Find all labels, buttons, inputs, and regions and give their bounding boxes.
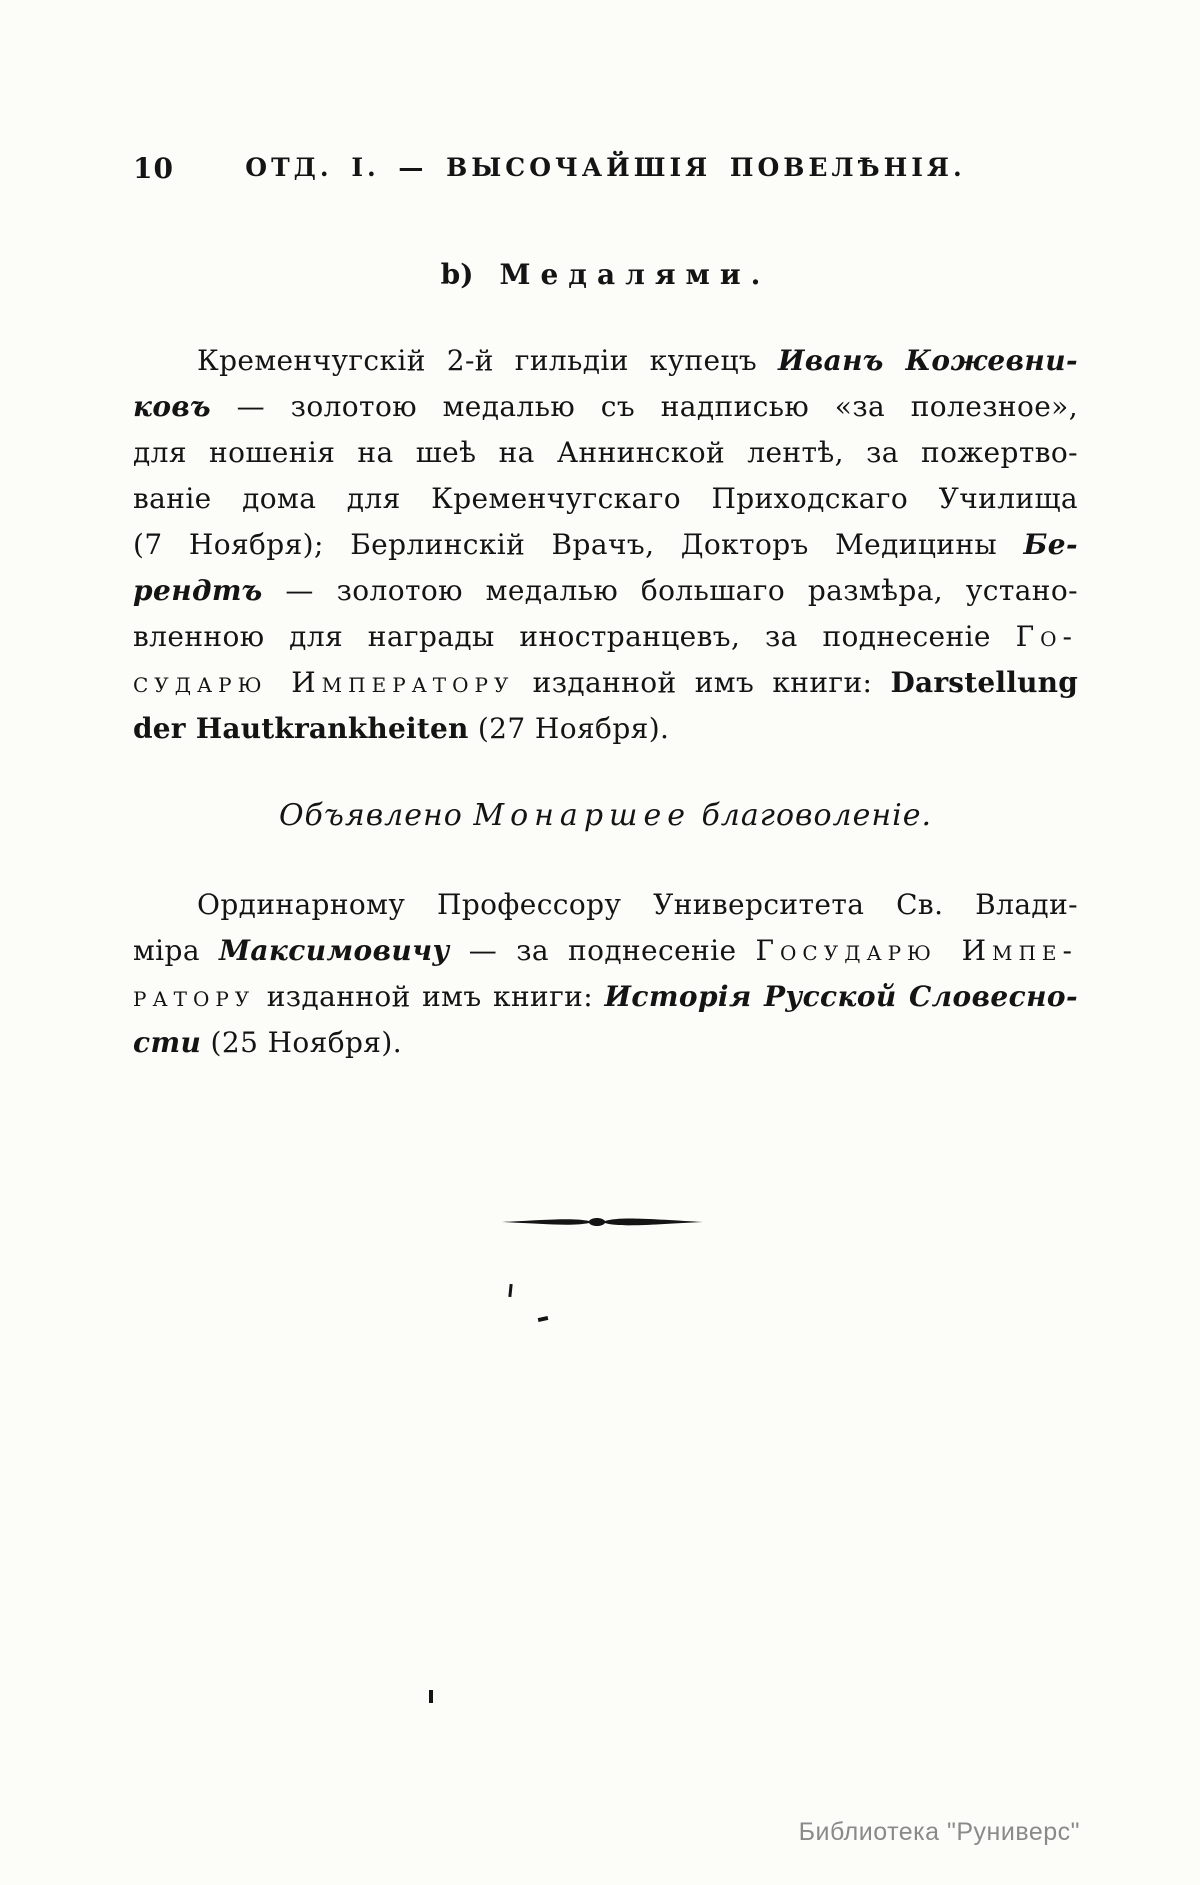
text-line	[133, 974, 1078, 1020]
text-line	[133, 522, 1078, 568]
emphasized-name: сти	[133, 1026, 202, 1059]
text-run: Кременчугскій 2-й гильдіи купецъ	[197, 344, 778, 377]
text-run: изданной имъ книги:	[514, 666, 891, 699]
emphasized-name: ковъ	[133, 390, 211, 423]
text-line	[133, 430, 1078, 476]
text-run: (7 Ноября); Берлинскій Врачъ, Докторъ Медицины	[133, 528, 1024, 561]
section-divider	[500, 1214, 705, 1230]
ink-speck	[508, 1284, 512, 1297]
text-run: міра	[133, 934, 219, 967]
book-title-latin: Darstellung	[890, 666, 1078, 699]
running-title: ОТД. I. — ВЫСОЧАЙШІЯ ПОВЕЛѢНІЯ.	[245, 153, 966, 182]
paragraph-favor	[133, 882, 1078, 1066]
sovereign-title: ратору	[133, 980, 256, 1013]
text-run: — золотою медалью большаго размѣра, устано-	[262, 574, 1078, 607]
text-line	[133, 338, 1078, 384]
text-line	[133, 1020, 1078, 1066]
page-number: 10	[133, 152, 174, 185]
emphasized-name: Исторія Русской Словесно-	[604, 980, 1078, 1013]
announcement-word-1: Объявлено	[278, 798, 463, 833]
text-line	[133, 476, 1078, 522]
emphasized-name: Бе-	[1023, 528, 1078, 561]
text-line	[133, 384, 1078, 430]
sovereign-title: сударю Императору	[133, 666, 515, 699]
text-line	[133, 882, 1078, 928]
section-heading	[133, 258, 1078, 291]
text-run: — золотою медалью съ надписью «за полезное»,	[210, 390, 1078, 423]
announcement-heading	[133, 798, 1078, 833]
emphasized-name: рендтъ	[133, 574, 263, 607]
ink-speck	[538, 1316, 549, 1322]
text-run: Ординарному Профессору Университета Св. Влади-	[197, 888, 1078, 921]
text-run: изданной имъ книги:	[255, 980, 605, 1013]
library-watermark: Библиотека "Руниверс"	[798, 1818, 1080, 1846]
text-run: вленною для награды иностранцевъ, за поднесеніе	[133, 620, 1016, 653]
text-run: — за поднесеніе	[449, 934, 756, 967]
text-run: для ношенія на шеѣ на Аннинской лентѣ, за пожертво-	[133, 436, 1078, 469]
text-run: ваніе дома для Кременчугскаго Приходскаго Училища	[133, 482, 1078, 515]
book-title-latin: der Hautkrankheiten	[133, 712, 469, 745]
paragraph-medals	[133, 338, 1078, 752]
announcement-word-2: Монаршее	[473, 798, 691, 833]
text-line	[133, 660, 1078, 706]
emphasized-name: Максимовичу	[219, 934, 450, 967]
text-line	[133, 928, 1078, 974]
ink-speck	[429, 1690, 433, 1703]
emphasized-name: Иванъ Кожевни-	[778, 344, 1078, 377]
text-line	[133, 614, 1078, 660]
text-line	[133, 568, 1078, 614]
sovereign-title: Го-	[1015, 620, 1078, 653]
announcement-word-3: благоволеніе.	[701, 798, 933, 833]
section-heading-prefix: b)	[440, 258, 474, 291]
text-run: (27 Ноября).	[468, 712, 670, 745]
sovereign-title: Государю Импе-	[755, 934, 1078, 967]
section-heading-word: Медалями.	[499, 258, 771, 291]
text-line	[133, 706, 1078, 752]
text-run: (25 Ноября).	[201, 1026, 402, 1059]
